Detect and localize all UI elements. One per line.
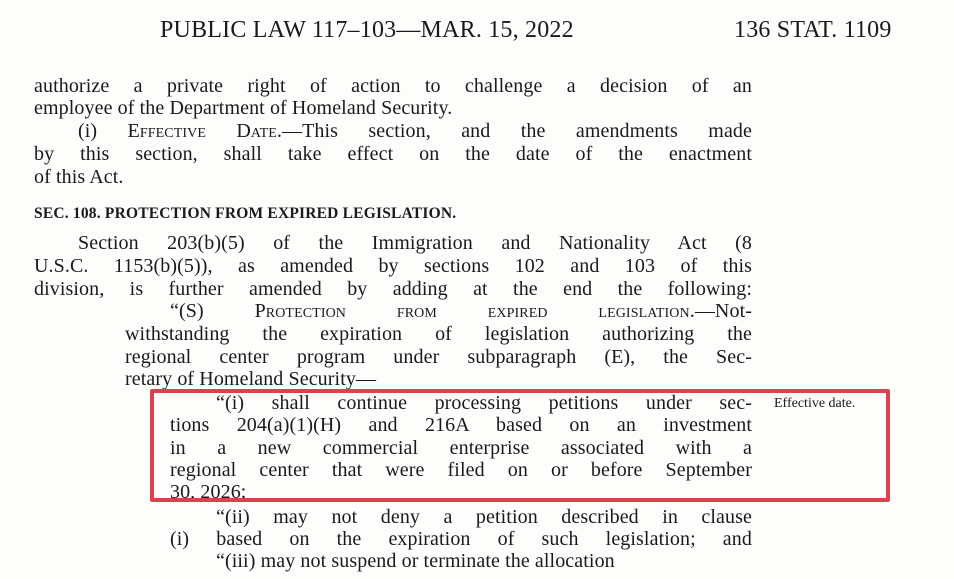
text-line: “(ii) may not deny a petition described in clause — [216, 506, 752, 528]
text-line: in a new commercial enterprise associated with a — [170, 437, 752, 459]
text-line: (i) based on the expiration of such legislation; and — [170, 528, 752, 550]
text-line: “(i) shall continue processing petitions under sec- — [216, 392, 752, 414]
effective-date-heading: Effective Date — [127, 120, 277, 142]
text-line: regional center program under subparagraph (E), the Sec- — [125, 346, 752, 368]
text-line: withstanding the expiration of legislation authorizing the — [125, 323, 752, 345]
text-line: retary of Homeland Security— — [125, 368, 377, 390]
text-line: regional center that were filed on or before September — [170, 459, 752, 481]
header-stat-page: 136 STAT. 1109 — [734, 17, 892, 43]
text-line: U.S.C. 1153(b)(5)), as amended by sections 102 and 103 of this — [34, 255, 752, 277]
text-line: employee of the Department of Homeland Security. — [34, 97, 453, 119]
text-line: “(iii) may not suspend or terminate the allocation — [216, 550, 615, 572]
text-line: tions 204(a)(1)(H) and 216A based on an investment — [170, 414, 752, 436]
text-line: authorize a private right of action to challenge a decision of an — [34, 75, 752, 97]
section-heading: SEC. 108. PROTECTION FROM EXPIRED LEGISLATION. — [34, 205, 457, 222]
highlight-box — [150, 389, 890, 502]
subparagraph-heading: Protection from expired legislation — [254, 300, 690, 322]
text-line: 30, 2026; — [170, 481, 247, 503]
text-line: “(S) Protection from expired legislation.—Not- — [170, 300, 752, 322]
margin-note-effective-date: Effective date. — [774, 396, 856, 411]
text-line: division, is further amended by adding at the end the following: — [34, 278, 752, 300]
text-line: (i) Effective Date.—This section, and the amendments made — [78, 120, 753, 142]
text-line: Section 203(b)(5) of the Immigration and Nationality Act (8 — [78, 232, 752, 254]
header-law-date: PUBLIC LAW 117–103—MAR. 15, 2022 — [160, 17, 574, 43]
text-line: by this section, shall take effect on the date of the enactment — [34, 143, 752, 165]
text-line: of this Act. — [34, 166, 124, 188]
